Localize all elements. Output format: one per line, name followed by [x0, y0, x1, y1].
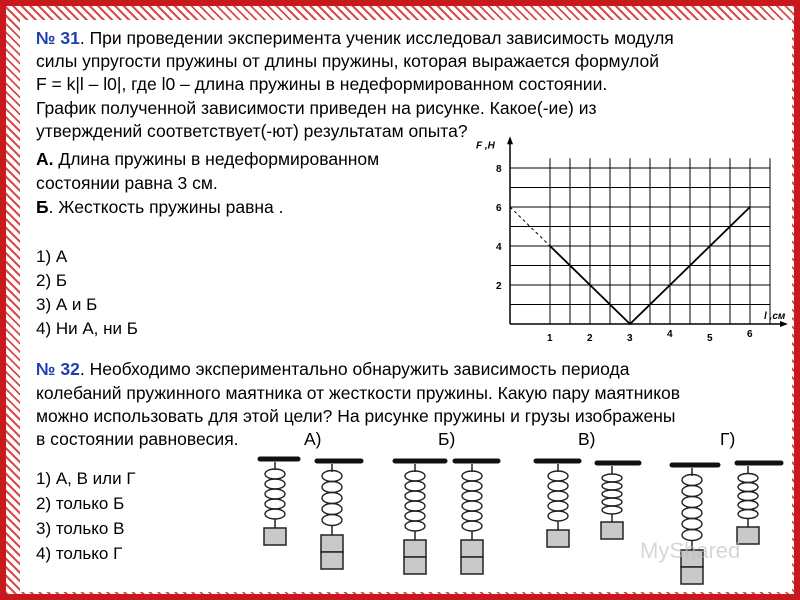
p31-line-3: F = k|l – l0|, где l0 – длина пружины в недеформированном состоянии.	[36, 74, 608, 94]
spring-coil	[265, 499, 285, 509]
x-tick-label: 4	[667, 329, 673, 340]
spring-coil	[602, 490, 622, 498]
spring-coil	[462, 481, 482, 491]
p31-line-1	[36, 27, 674, 49]
option-g-label: Г)	[720, 429, 736, 449]
weight-block	[264, 528, 286, 545]
y-tick-label: 4	[496, 242, 502, 253]
spring-coil	[322, 482, 342, 493]
weight-block	[321, 552, 343, 569]
spring-coil	[738, 483, 758, 492]
p32-line-4: в состоянии равновесия.	[36, 429, 239, 449]
spring-coil	[405, 471, 425, 481]
weight-block	[321, 535, 343, 552]
p31-text-1: . При проведении эксперимента ученик исследовал зависимость модуля	[79, 28, 674, 48]
p31-answer-2: 2) Б	[36, 271, 67, 290]
statement-a-line-1	[36, 148, 379, 170]
weight-block	[737, 527, 759, 544]
spring-coil	[322, 471, 342, 482]
option-a-label: А)	[304, 429, 322, 449]
spring-coil	[738, 492, 758, 501]
spring-coil	[738, 474, 758, 483]
pendulums-figure	[240, 448, 790, 588]
p32-text-1: . Необходимо экспериментально обнаружить зависимость периода	[79, 359, 630, 379]
spring-coil	[602, 498, 622, 506]
p31-number: № 31	[36, 28, 80, 48]
weight-block	[404, 540, 426, 557]
statement-a-text-1: Длина пружины в недеформированном	[53, 149, 380, 169]
spring-coil	[682, 486, 702, 497]
p31-answer-3: 3) А и Б	[36, 295, 98, 314]
p32-answer-3: 3) только В	[36, 519, 125, 538]
p32-line-2: колебаний пружинного маятника от жесткости пружины. Какую пару маятников	[36, 383, 681, 403]
spring-coil	[462, 511, 482, 521]
weight-block	[547, 530, 569, 547]
spring-coil	[682, 508, 702, 519]
force-length-chart	[470, 140, 786, 350]
spring-coil	[738, 510, 758, 519]
y-tick-label: 8	[496, 164, 502, 175]
spring-coil	[322, 515, 342, 526]
weight-block	[681, 567, 703, 584]
x-axis-label: l ,см	[764, 311, 786, 322]
p32-answer-4: 4) только Г	[36, 544, 123, 563]
spring-coil	[322, 504, 342, 515]
statement-b-label: Б	[36, 197, 49, 217]
x-tick-label: 2	[587, 333, 593, 344]
spring-coil	[405, 491, 425, 501]
p31-answer-1: 1) А	[36, 247, 68, 266]
watermark: MyShared	[640, 538, 741, 563]
p32-line-1	[36, 358, 629, 380]
statement-b-text: . Жесткость пружины равна .	[48, 197, 284, 217]
spring-coil	[548, 501, 568, 511]
spring-coil	[548, 511, 568, 521]
p32-number: № 32	[36, 359, 80, 379]
spring-coil	[548, 471, 568, 481]
spring-coil	[405, 511, 425, 521]
spring-coil	[682, 519, 702, 530]
statement-a-line-2: состоянии равна 3 см.	[36, 173, 218, 193]
spring-coil	[602, 482, 622, 490]
spring-coil	[405, 501, 425, 511]
spring-coil	[462, 501, 482, 511]
spring-coil	[682, 475, 702, 486]
weight-block	[461, 557, 483, 574]
spring-coil	[265, 479, 285, 489]
spring-coil	[322, 493, 342, 504]
p31-line-5: утверждений соответствует(-ют) результатам опыта?	[36, 121, 468, 141]
spring-coil	[602, 474, 622, 482]
weight-block	[404, 557, 426, 574]
p31-line-2: силы упругости пружины от длины пружины, которая выражается формулой	[36, 51, 660, 71]
x-tick-label: 1	[547, 333, 553, 344]
spring-coil	[265, 509, 285, 519]
spring-coil	[602, 506, 622, 514]
spring-coil	[405, 481, 425, 491]
spring-coil	[462, 521, 482, 531]
p32-answer-1: 1) А, В или Г	[36, 469, 136, 488]
p32-answer-2: 2) только Б	[36, 494, 125, 513]
spring-coil	[462, 471, 482, 481]
statement-b-line	[36, 196, 284, 218]
spring-coil	[405, 521, 425, 531]
option-v-label: В)	[578, 429, 596, 449]
spring-coil	[265, 469, 285, 479]
spring-coil	[548, 481, 568, 491]
option-b-label: Б)	[438, 429, 456, 449]
spring-coil	[265, 489, 285, 499]
x-tick-label: 3	[627, 333, 633, 344]
p31-line-4: График полученной зависимости приведен на рисунке. Какое(-ие) из	[36, 98, 597, 118]
spring-coil	[548, 491, 568, 501]
spring-coil	[738, 501, 758, 510]
p32-line-3: можно использовать для этой цели? На рисунке пружины и грузы изображены	[36, 406, 676, 426]
p31-answer-4: 4) Ни А, ни Б	[36, 319, 138, 338]
y-axis-label: F ,Н	[476, 140, 495, 152]
weight-block	[461, 540, 483, 557]
y-tick-label: 6	[496, 203, 502, 214]
spring-coil	[462, 491, 482, 501]
weight-block	[601, 522, 623, 539]
x-tick-label: 6	[747, 329, 753, 340]
statement-a-label: А.	[36, 149, 54, 169]
y-tick-label: 2	[496, 281, 502, 292]
x-tick-label: 5	[707, 333, 713, 344]
spring-coil	[682, 497, 702, 508]
